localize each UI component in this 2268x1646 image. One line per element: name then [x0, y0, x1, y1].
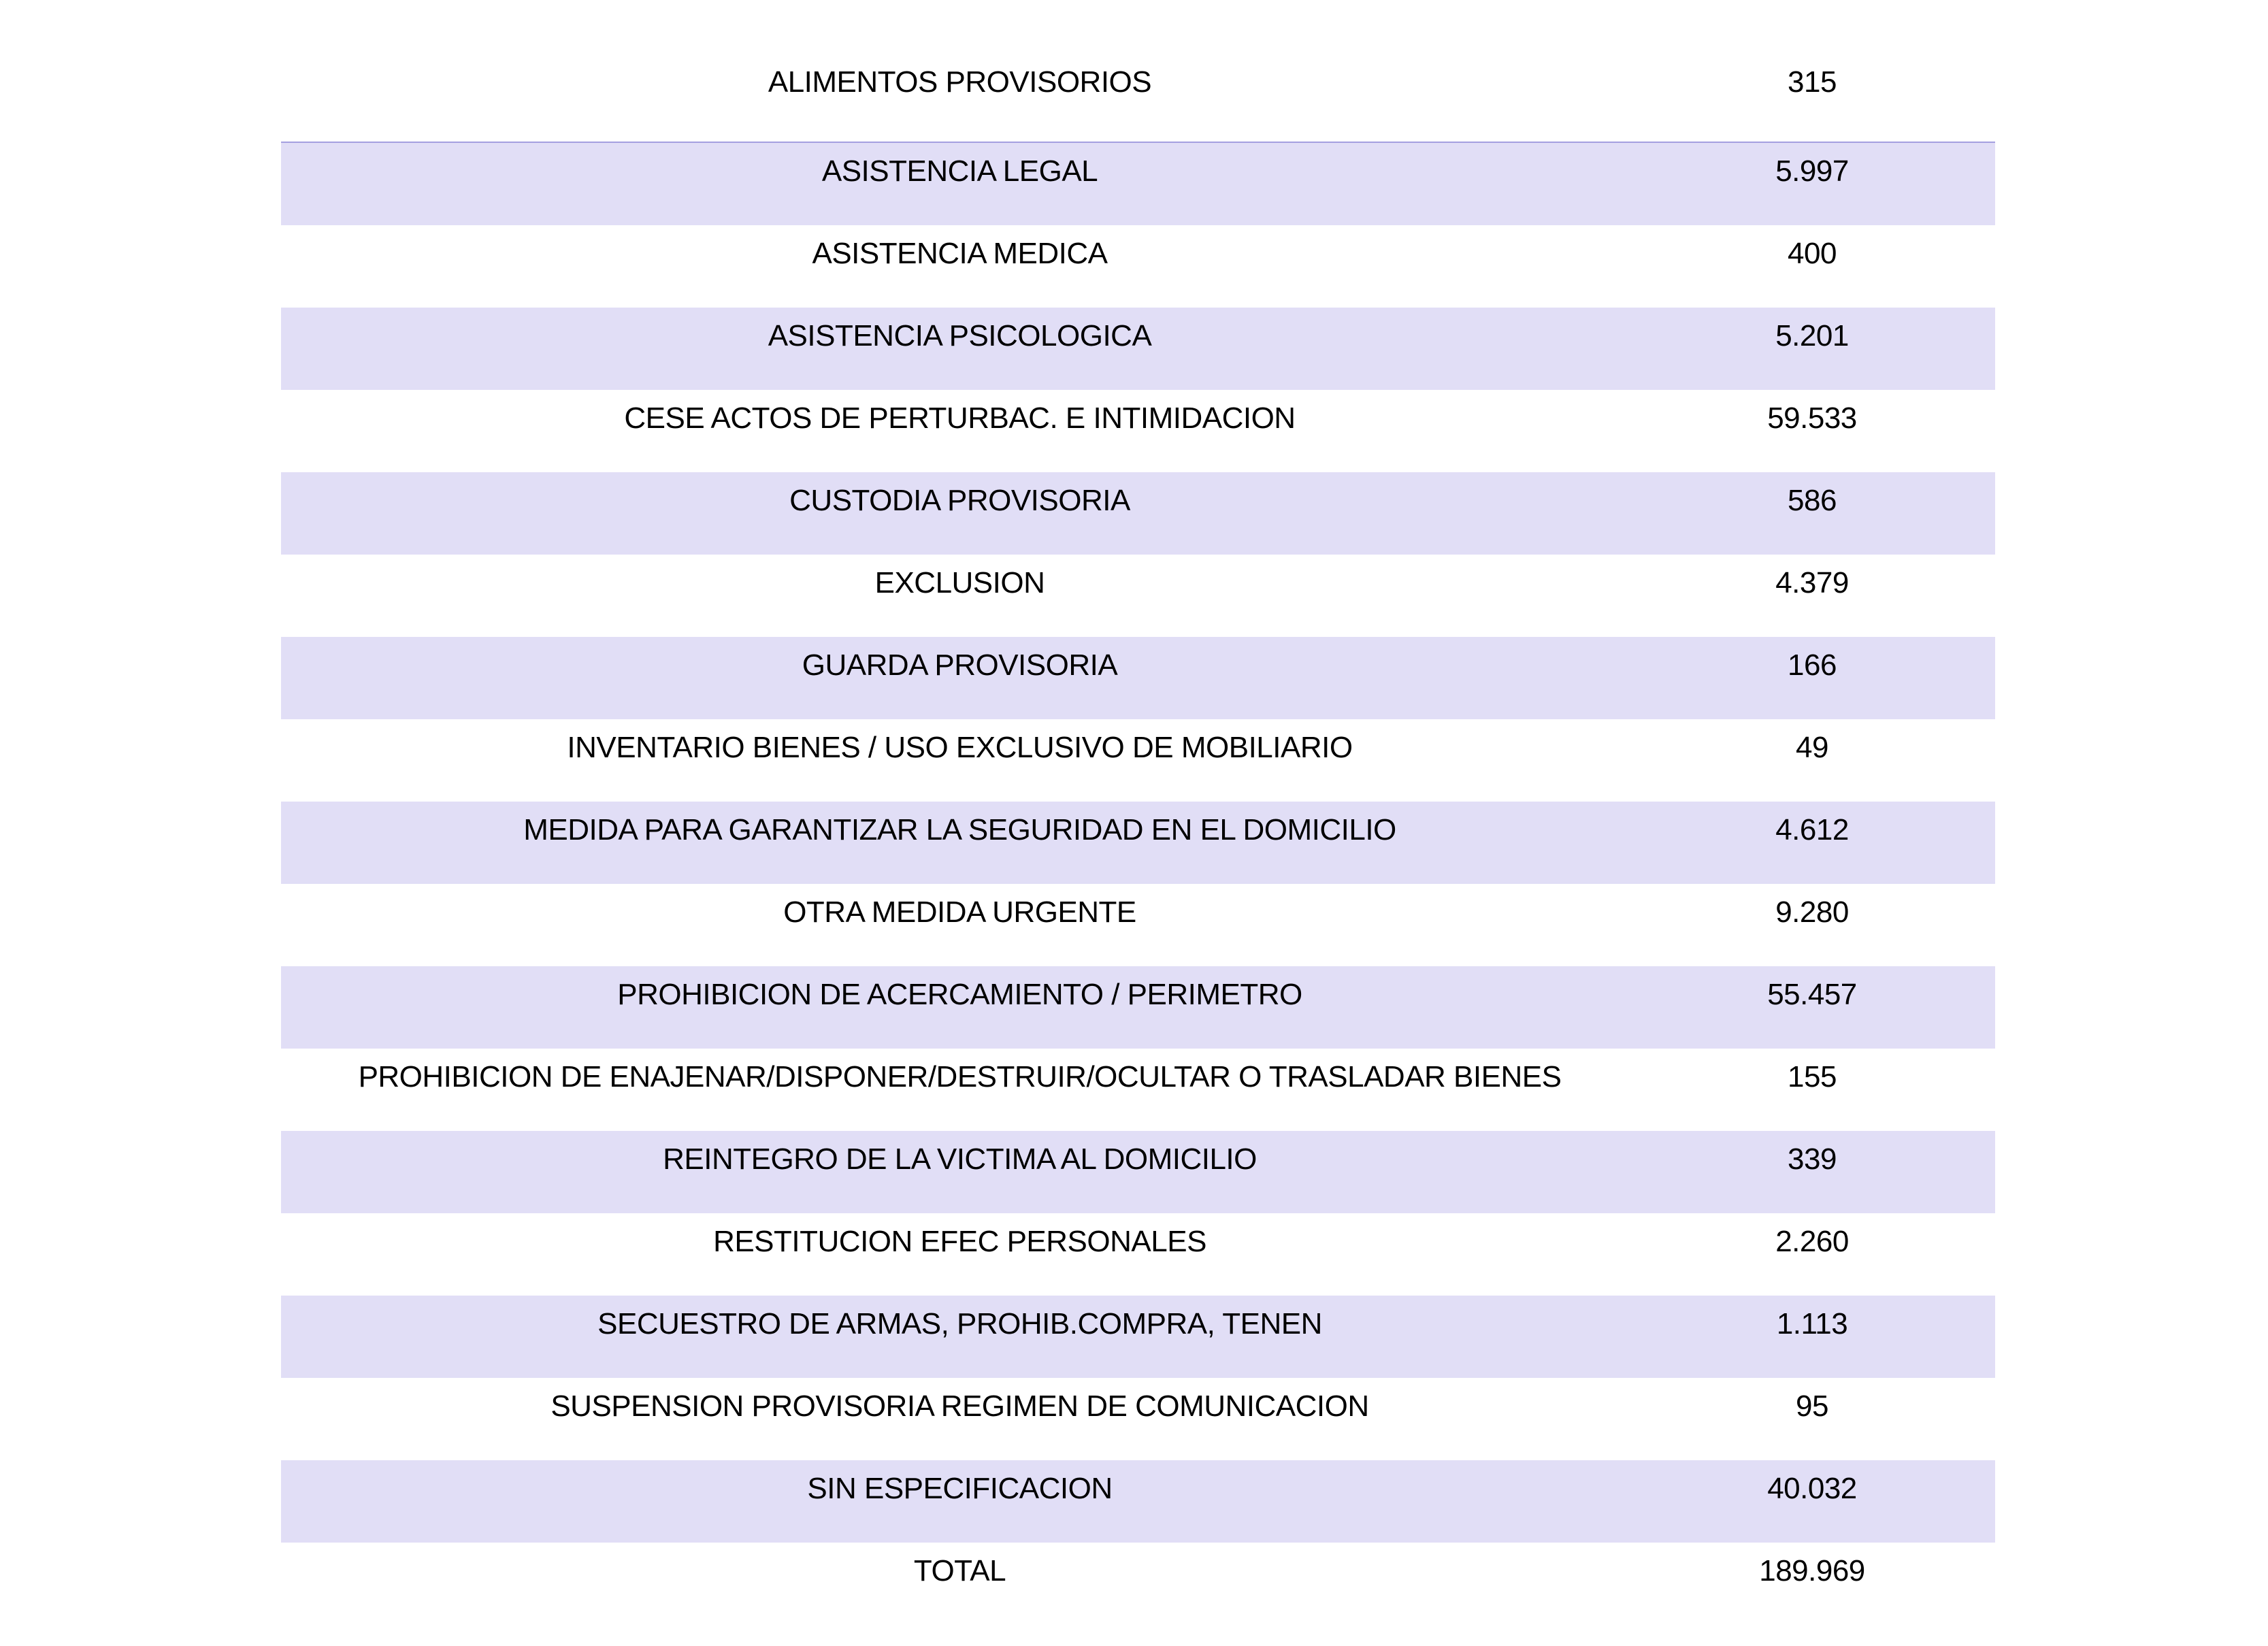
- measure-count: 2.260: [1775, 1225, 1849, 1258]
- table-row: [281, 1131, 1995, 1213]
- measure-count: 5.997: [1775, 154, 1849, 188]
- measure-count: 155: [1788, 1060, 1837, 1093]
- measure-label: MEDIDA PARA GARANTIZAR LA SEGURIDAD EN EL DOMICILIO: [523, 813, 1396, 846]
- table-row: [281, 966, 1995, 1049]
- table-row: [281, 472, 1995, 555]
- measure-count: 5.201: [1775, 319, 1849, 352]
- measure-count: 55.457: [1767, 978, 1857, 1011]
- table-row: [281, 225, 1995, 308]
- measure-count: 586: [1788, 484, 1837, 517]
- table-row: [281, 1049, 1995, 1131]
- measure-label: OTRA MEDIDA URGENTE: [783, 895, 1136, 929]
- total-label: TOTAL: [913, 1554, 1006, 1587]
- measure-count: 315: [1788, 65, 1837, 99]
- measure-count: 40.032: [1767, 1472, 1857, 1505]
- table-row: [281, 308, 1995, 390]
- measure-count: 166: [1788, 648, 1837, 682]
- table-row: [281, 1213, 1995, 1296]
- measure-label: SIN ESPECIFICACION: [807, 1472, 1113, 1505]
- measure-label: ALIMENTOS PROVISORIOS: [768, 65, 1152, 99]
- measure-count: 59.533: [1767, 401, 1857, 435]
- measure-label: SUSPENSION PROVISORIA REGIMEN DE COMUNICACION: [550, 1389, 1369, 1423]
- table-row: [281, 1378, 1995, 1460]
- measure-count: 95: [1796, 1389, 1828, 1423]
- measure-label: ASISTENCIA MEDICA: [812, 237, 1108, 270]
- table-row: [281, 1460, 1995, 1543]
- table-row: [281, 1296, 1995, 1378]
- measure-label: CESE ACTOS DE PERTURBAC. E INTIMIDACION: [624, 401, 1296, 435]
- measure-label: GUARDA PROVISORIA: [802, 648, 1118, 682]
- measure-count: 49: [1796, 731, 1828, 764]
- measure-label: SECUESTRO DE ARMAS, PROHIB.COMPRA, TENEN: [597, 1307, 1322, 1340]
- measure-count: 9.280: [1775, 895, 1849, 929]
- measure-count: 400: [1788, 237, 1837, 270]
- table-row: [281, 0, 1995, 143]
- total-count: 189.969: [1759, 1554, 1865, 1587]
- measure-label: INVENTARIO BIENES / USO EXCLUSIVO DE MOBILIARIO: [567, 731, 1353, 764]
- measure-count: 339: [1788, 1142, 1837, 1176]
- measure-label: EXCLUSION: [874, 566, 1045, 599]
- measures-table: [281, 0, 1995, 1625]
- measure-label: PROHIBICION DE ACERCAMIENTO / PERIMETRO: [617, 978, 1302, 1011]
- table-row: [281, 719, 1995, 802]
- measure-count: 4.612: [1775, 813, 1849, 846]
- measure-label: REINTEGRO DE LA VICTIMA AL DOMICILIO: [663, 1142, 1257, 1176]
- table-row: [281, 637, 1995, 719]
- table-row: [281, 802, 1995, 884]
- measure-label: PROHIBICION DE ENAJENAR/DISPONER/DESTRUIR/OCULTAR O TRASLADAR BIENES: [358, 1060, 1562, 1093]
- measure-label: CUSTODIA PROVISORIA: [789, 484, 1130, 517]
- measure-label: ASISTENCIA PSICOLOGICA: [768, 319, 1152, 352]
- table-row: [281, 884, 1995, 966]
- table-row: [281, 390, 1995, 472]
- total-row: [281, 1543, 1995, 1625]
- table-row: [281, 143, 1995, 225]
- table-row: [281, 555, 1995, 637]
- measure-label: ASISTENCIA LEGAL: [821, 154, 1098, 188]
- measure-count: 4.379: [1775, 566, 1849, 599]
- measure-label: RESTITUCION EFEC PERSONALES: [713, 1225, 1206, 1258]
- measure-count: 1.113: [1776, 1307, 1848, 1340]
